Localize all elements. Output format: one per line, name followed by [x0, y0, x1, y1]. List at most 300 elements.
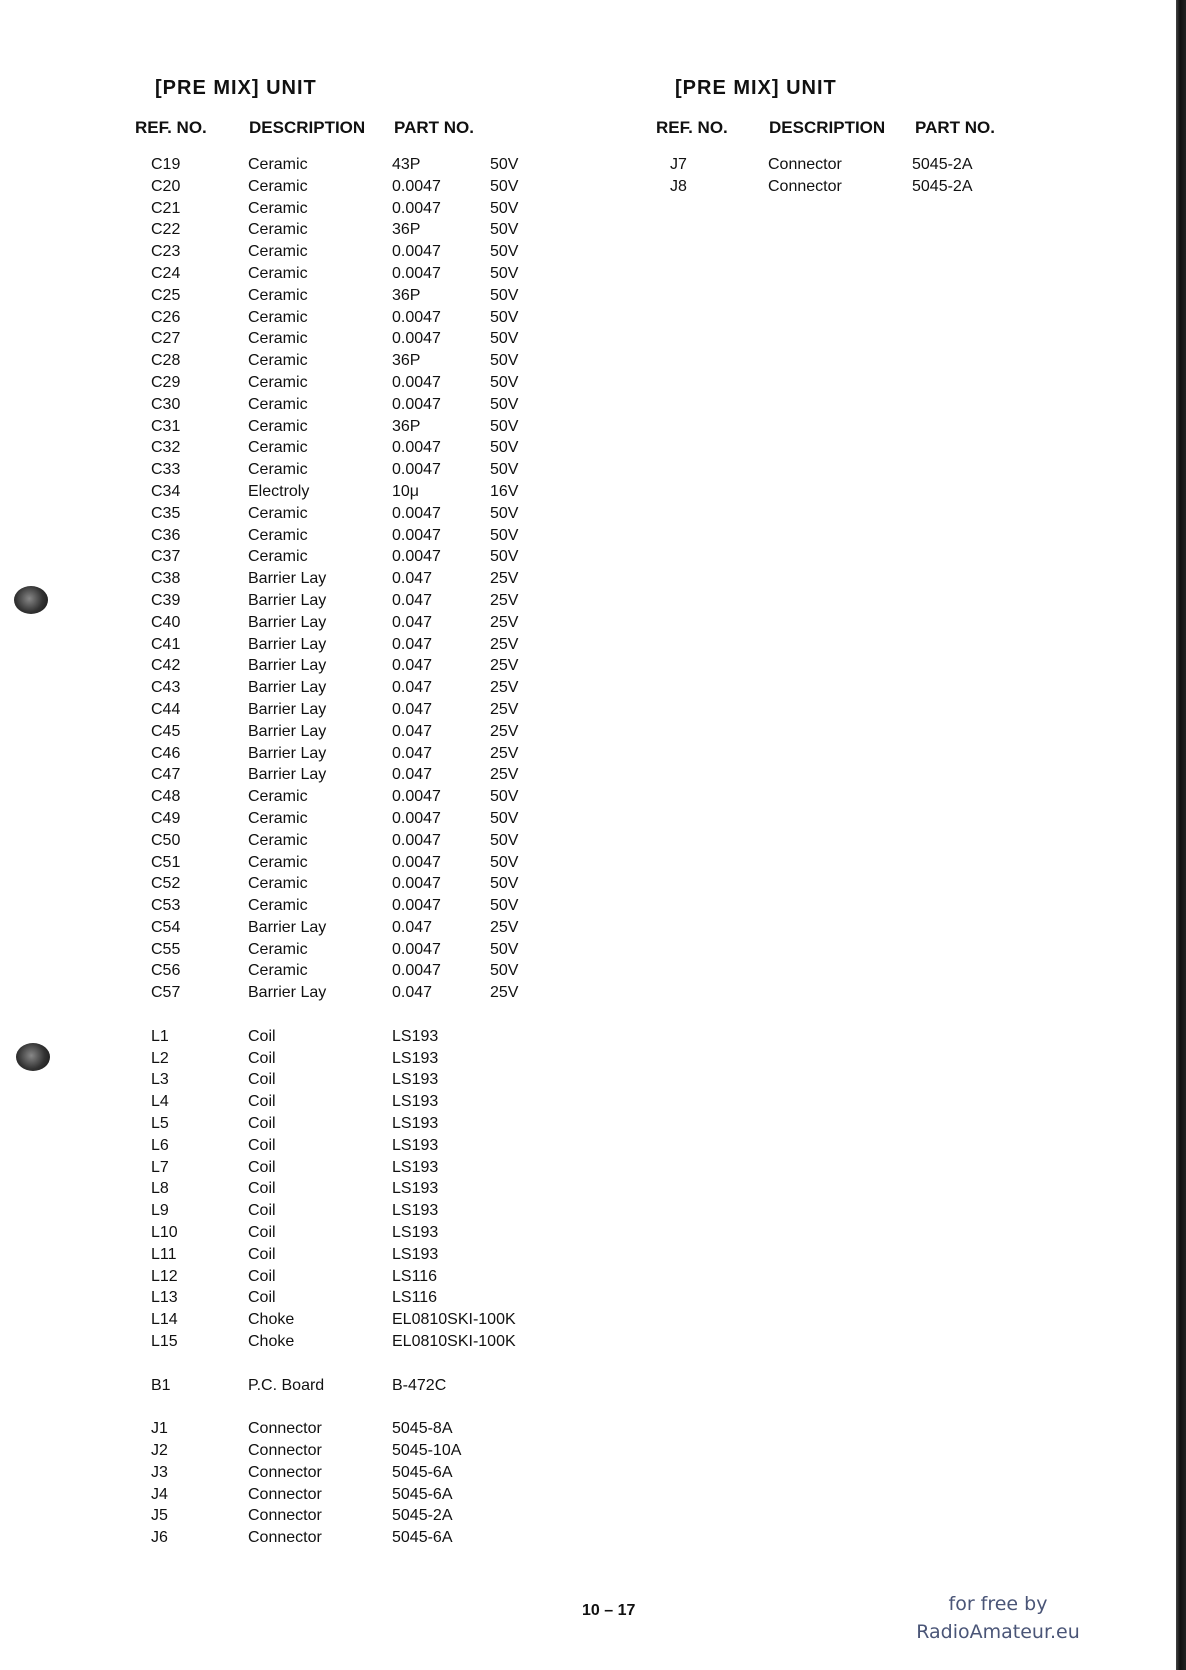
description-cell: Coil — [248, 1180, 276, 1198]
table-row — [0, 614, 600, 636]
part-number-cell: 36P — [392, 221, 421, 239]
ref-cell: C44 — [151, 700, 181, 718]
part-number-cell: 5045-2A — [392, 1507, 453, 1525]
table-row — [0, 548, 600, 570]
description-cell: Connector — [768, 156, 842, 173]
description-cell: Ceramic — [248, 395, 308, 413]
ref-cell: C19 — [151, 156, 181, 173]
description-cell: Barrier Lay — [248, 744, 327, 762]
part-number-cell: 5045-2A — [912, 156, 973, 173]
part-number-cell: LS193 — [392, 1245, 439, 1263]
rating-cell: 25V — [490, 635, 519, 653]
rating-cell: 50V — [490, 417, 519, 435]
part-number-cell: LS193 — [392, 1071, 439, 1089]
table-row — [0, 156, 600, 178]
rating-cell: 25V — [490, 679, 519, 697]
part-number-cell: LS193 — [392, 1180, 439, 1198]
table-row — [0, 287, 600, 309]
description-cell: Coil — [248, 1136, 276, 1154]
part-number-cell: 0.0047 — [392, 199, 441, 217]
rating-cell: 50V — [490, 199, 519, 217]
description-cell: Ceramic — [248, 526, 308, 544]
part-number-cell: 0.0047 — [392, 395, 441, 413]
rating-cell: 16V — [490, 482, 519, 500]
ref-cell: C40 — [151, 613, 181, 631]
part-number-cell: 0.0047 — [392, 940, 441, 958]
ref-cell: J1 — [151, 1420, 168, 1438]
part-number-cell: 0.047 — [392, 984, 433, 1002]
table-row — [0, 570, 600, 592]
rating-cell: 50V — [490, 243, 519, 261]
table-row — [0, 1311, 600, 1333]
ref-cell: C35 — [151, 504, 181, 522]
table-row — [0, 1050, 600, 1072]
part-number-cell: 0.047 — [392, 657, 433, 675]
table-row — [0, 330, 600, 352]
ref-cell: C56 — [151, 962, 181, 980]
ref-cell: J8 — [670, 177, 687, 195]
table-row — [0, 265, 600, 287]
table-row — [0, 1202, 600, 1224]
ref-cell: L14 — [151, 1311, 178, 1329]
credit-line-1: for free by — [948, 1593, 1048, 1615]
description-cell: Coil — [248, 1202, 276, 1220]
part-number-cell: 0.0047 — [392, 243, 441, 261]
part-number-cell: 5045-6A — [392, 1485, 453, 1503]
description-cell: Barrier Lay — [248, 984, 327, 1002]
part-number-cell: 0.0047 — [392, 853, 441, 871]
ref-cell: C31 — [151, 417, 181, 435]
table-row — [0, 1507, 600, 1529]
table-row — [0, 1246, 600, 1268]
description-cell: Barrier Lay — [248, 679, 327, 697]
table-row — [0, 897, 600, 919]
part-number-cell: 0.047 — [392, 613, 433, 631]
rating-cell: 50V — [490, 461, 519, 479]
ref-cell: C39 — [151, 591, 181, 609]
part-number-cell: LS193 — [392, 1027, 439, 1045]
left-header-description: DESCRIPTION — [249, 118, 366, 137]
ref-cell: C57 — [151, 984, 181, 1002]
table-row — [0, 657, 600, 679]
description-cell: Ceramic — [248, 330, 308, 348]
ref-cell: L3 — [151, 1071, 169, 1089]
table-row — [0, 832, 600, 854]
description-cell: Barrier Lay — [248, 613, 327, 631]
rating-cell: 50V — [490, 548, 519, 566]
description-cell: Choke — [248, 1311, 295, 1329]
right-parts-list — [520, 156, 1080, 200]
table-row — [0, 592, 600, 614]
part-number-cell: 0.0047 — [392, 831, 441, 849]
ref-cell: C30 — [151, 395, 181, 413]
rating-cell: 25V — [490, 657, 519, 675]
rating-cell: 25V — [490, 722, 519, 740]
rating-cell: 50V — [490, 156, 519, 173]
ref-cell: L10 — [151, 1224, 178, 1242]
part-number-cell: LS116 — [392, 1289, 438, 1307]
ref-cell: C28 — [151, 352, 181, 370]
rating-cell: 50V — [490, 831, 519, 849]
part-number-cell: 5045-2A — [912, 177, 973, 195]
rating-cell: 50V — [490, 809, 519, 827]
description-cell: Ceramic — [248, 156, 308, 173]
table-row — [0, 200, 600, 222]
part-number-cell: 0.0047 — [392, 809, 441, 827]
ref-cell: C36 — [151, 526, 181, 544]
description-cell: Coil — [248, 1267, 276, 1285]
rating-cell: 25V — [490, 570, 519, 588]
table-row — [0, 527, 600, 549]
description-cell: Ceramic — [248, 264, 308, 282]
ref-cell: L1 — [151, 1027, 169, 1045]
description-cell: Ceramic — [248, 373, 308, 391]
description-cell: Ceramic — [248, 243, 308, 261]
ref-cell: L2 — [151, 1049, 169, 1067]
description-cell: Ceramic — [248, 417, 308, 435]
ref-cell: L13 — [151, 1289, 178, 1307]
part-number-cell: 0.0047 — [392, 504, 441, 522]
table-row — [0, 1464, 600, 1486]
ref-cell: C32 — [151, 439, 181, 457]
ref-cell: L11 — [151, 1245, 177, 1263]
description-cell: Barrier Lay — [248, 570, 327, 588]
description-cell: Connector — [248, 1420, 322, 1438]
table-row — [0, 352, 600, 374]
ref-cell: C38 — [151, 570, 181, 588]
description-cell: Barrier Lay — [248, 766, 327, 784]
part-number-cell: LS193 — [392, 1224, 439, 1242]
description-cell: Barrier Lay — [248, 918, 327, 936]
ref-cell: J5 — [151, 1507, 168, 1525]
ref-cell: C50 — [151, 831, 181, 849]
table-row — [0, 919, 600, 941]
table-row — [0, 461, 600, 483]
description-cell: Ceramic — [248, 461, 308, 479]
part-number-cell: 0.0047 — [392, 330, 441, 348]
part-number-cell: 0.0047 — [392, 461, 441, 479]
ref-cell: C22 — [151, 221, 181, 239]
right-unit-title: [PRE MIX] UNIT — [675, 77, 837, 99]
part-number-cell: EL0810SKI-100K — [392, 1311, 516, 1329]
description-cell: Ceramic — [248, 548, 308, 566]
part-number-cell: 43P — [392, 156, 421, 173]
description-cell: Connector — [248, 1442, 322, 1460]
ref-cell: L4 — [151, 1093, 169, 1111]
rating-cell: 50V — [490, 526, 519, 544]
ref-cell: C42 — [151, 657, 181, 675]
table-row — [0, 810, 600, 832]
rating-cell: 50V — [490, 352, 519, 370]
description-cell: Ceramic — [248, 875, 308, 893]
ref-cell: C54 — [151, 918, 181, 936]
rating-cell: 25V — [490, 766, 519, 784]
part-number-cell: 0.047 — [392, 635, 433, 653]
ref-cell: J3 — [151, 1463, 168, 1481]
table-row — [0, 221, 600, 243]
table-row — [0, 766, 600, 788]
ref-cell: L15 — [151, 1333, 178, 1351]
description-cell: Ceramic — [248, 831, 308, 849]
rating-cell: 50V — [490, 439, 519, 457]
table-row — [0, 1289, 600, 1311]
part-number-cell: LS116 — [392, 1267, 438, 1285]
group-gap — [0, 1355, 600, 1377]
rating-cell: 50V — [490, 330, 519, 348]
part-number-cell: 0.0047 — [392, 264, 441, 282]
credit-watermark — [888, 1590, 1108, 1646]
rating-cell: 50V — [490, 264, 519, 282]
table-row — [0, 309, 600, 331]
description-cell: Barrier Lay — [248, 657, 327, 675]
ref-cell: B1 — [151, 1376, 171, 1394]
table-row — [0, 1180, 600, 1202]
table-row — [0, 505, 600, 527]
ref-cell: C43 — [151, 679, 181, 697]
group-gap — [0, 1398, 600, 1420]
ref-cell: C49 — [151, 809, 181, 827]
table-row — [0, 1377, 600, 1399]
ref-cell: J7 — [670, 156, 687, 173]
description-cell: Coil — [248, 1071, 276, 1089]
table-row — [0, 1093, 600, 1115]
table-row — [0, 243, 600, 265]
group-gap — [0, 1006, 600, 1028]
part-number-cell: 0.047 — [392, 766, 433, 784]
description-cell: Coil — [248, 1289, 276, 1307]
left-unit-title: [PRE MIX] UNIT — [155, 77, 317, 99]
ref-cell: C29 — [151, 373, 181, 391]
part-number-cell: 0.0047 — [392, 373, 441, 391]
part-number-cell: LS193 — [392, 1093, 439, 1111]
rating-cell: 50V — [490, 788, 519, 806]
description-cell: Ceramic — [248, 199, 308, 217]
ref-cell: L5 — [151, 1115, 169, 1133]
part-number-cell: LS193 — [392, 1202, 439, 1220]
rating-cell: 50V — [490, 221, 519, 239]
table-row — [0, 1333, 600, 1355]
table-row — [0, 396, 600, 418]
part-number-cell: 36P — [392, 286, 421, 304]
rating-cell: 50V — [490, 875, 519, 893]
description-cell: Connector — [248, 1485, 322, 1503]
ref-cell: L12 — [151, 1267, 178, 1285]
part-number-cell: LS193 — [392, 1158, 439, 1176]
table-row — [0, 439, 600, 461]
table-row — [0, 962, 600, 984]
part-number-cell: 0.047 — [392, 918, 433, 936]
description-cell: Barrier Lay — [248, 700, 327, 718]
description-cell: Coil — [248, 1158, 276, 1176]
ref-cell: L6 — [151, 1136, 169, 1154]
ref-cell: J4 — [151, 1485, 168, 1503]
rating-cell: 25V — [490, 591, 519, 609]
table-row — [0, 788, 600, 810]
ref-cell: C55 — [151, 940, 181, 958]
rating-cell: 50V — [490, 308, 519, 326]
rating-cell: 50V — [490, 962, 519, 980]
description-cell: Choke — [248, 1333, 295, 1351]
table-row — [0, 984, 600, 1006]
description-cell: Coil — [248, 1224, 276, 1242]
table-row — [0, 723, 600, 745]
description-cell: Coil — [248, 1027, 276, 1045]
table-row — [520, 178, 1080, 200]
table-row — [0, 1442, 600, 1464]
description-cell: Ceramic — [248, 286, 308, 304]
table-row — [0, 483, 600, 505]
description-cell: Barrier Lay — [248, 635, 327, 653]
description-cell: Connector — [248, 1529, 322, 1547]
part-number-cell: LS193 — [392, 1136, 439, 1154]
ref-cell: C48 — [151, 788, 181, 806]
table-row — [0, 178, 600, 200]
part-number-cell: 0.0047 — [392, 177, 441, 195]
description-cell: Coil — [248, 1245, 276, 1263]
credit-line-2: RadioAmateur.eu — [916, 1621, 1080, 1643]
table-row — [0, 1137, 600, 1159]
description-cell: Ceramic — [248, 308, 308, 326]
ref-cell: C34 — [151, 482, 181, 500]
part-number-cell: 36P — [392, 352, 421, 370]
part-number-cell: 5045-8A — [392, 1420, 453, 1438]
description-cell: Ceramic — [248, 221, 308, 239]
table-row — [0, 875, 600, 897]
rating-cell: 50V — [490, 177, 519, 195]
part-number-cell: 0.0047 — [392, 439, 441, 457]
part-number-cell: 10μ — [392, 482, 420, 500]
description-cell: Ceramic — [248, 897, 308, 915]
part-number-cell: LS193 — [392, 1115, 439, 1133]
rating-cell: 25V — [490, 918, 519, 936]
description-cell: Ceramic — [248, 962, 308, 980]
part-number-cell: B-472C — [392, 1376, 447, 1394]
ref-cell: L8 — [151, 1180, 169, 1198]
description-cell: Ceramic — [248, 439, 308, 457]
part-number-cell: 0.0047 — [392, 526, 441, 544]
rating-cell: 25V — [490, 613, 519, 631]
part-number-cell: 0.0047 — [392, 788, 441, 806]
ref-cell: C45 — [151, 722, 181, 740]
ref-cell: C20 — [151, 177, 181, 195]
table-row — [0, 418, 600, 440]
ref-cell: L7 — [151, 1158, 169, 1176]
rating-cell: 25V — [490, 744, 519, 762]
table-row — [0, 1071, 600, 1093]
rating-cell: 25V — [490, 984, 519, 1002]
table-row — [0, 636, 600, 658]
ref-cell: C21 — [151, 199, 181, 217]
rating-cell: 50V — [490, 897, 519, 915]
description-cell: Coil — [248, 1115, 276, 1133]
description-cell: Ceramic — [248, 853, 308, 871]
table-row — [520, 156, 1080, 178]
left-header-ref: REF. NO. — [135, 118, 207, 137]
table-row — [0, 1115, 600, 1137]
ref-cell: C41 — [151, 635, 181, 653]
ref-cell: C23 — [151, 243, 181, 261]
page-number: 10 – 17 — [582, 1602, 636, 1619]
description-cell: Connector — [768, 177, 842, 195]
ref-cell: C46 — [151, 744, 181, 762]
description-cell: Ceramic — [248, 940, 308, 958]
description-cell: Ceramic — [248, 352, 308, 370]
table-row — [0, 1529, 600, 1551]
part-number-cell: 5045-6A — [392, 1529, 453, 1547]
ref-cell: C26 — [151, 308, 181, 326]
ref-cell: C25 — [151, 286, 181, 304]
description-cell: P.C. Board — [248, 1376, 325, 1394]
part-number-cell: 5045-6A — [392, 1463, 453, 1481]
description-cell: Electroly — [248, 482, 310, 500]
part-number-cell: 0.047 — [392, 700, 433, 718]
right-header-description: DESCRIPTION — [769, 118, 886, 137]
part-number-cell: 0.047 — [392, 570, 433, 588]
description-cell: Barrier Lay — [248, 722, 327, 740]
part-number-cell: 0.047 — [392, 722, 433, 740]
part-number-cell: 0.0047 — [392, 897, 441, 915]
description-cell: Ceramic — [248, 177, 308, 195]
table-row — [0, 1486, 600, 1508]
ref-cell: C27 — [151, 330, 181, 348]
description-cell: Connector — [248, 1507, 322, 1525]
rating-cell: 50V — [490, 395, 519, 413]
description-cell: Barrier Lay — [248, 591, 327, 609]
left-parts-list — [0, 156, 600, 1551]
description-cell: Coil — [248, 1049, 276, 1067]
scan-edge — [1176, 0, 1186, 1670]
ref-cell: C47 — [151, 766, 181, 784]
table-row — [0, 1224, 600, 1246]
table-row — [0, 679, 600, 701]
description-cell: Coil — [248, 1093, 276, 1111]
part-number-cell: 0.047 — [392, 679, 433, 697]
rating-cell: 50V — [490, 940, 519, 958]
part-number-cell: 36P — [392, 417, 421, 435]
table-row — [0, 854, 600, 876]
rating-cell: 50V — [490, 504, 519, 522]
part-number-cell: 0.0047 — [392, 548, 441, 566]
ref-cell: C33 — [151, 461, 181, 479]
table-row — [0, 701, 600, 723]
part-number-cell: 0.047 — [392, 591, 433, 609]
part-number-cell: EL0810SKI-100K — [392, 1333, 516, 1351]
part-number-cell: 0.0047 — [392, 875, 441, 893]
ref-cell: C24 — [151, 264, 181, 282]
ref-cell: C52 — [151, 875, 181, 893]
ref-cell: C37 — [151, 548, 181, 566]
table-row — [0, 1159, 600, 1181]
part-number-cell: 5045-10A — [392, 1442, 462, 1460]
table-row — [0, 374, 600, 396]
part-number-cell: 0.0047 — [392, 962, 441, 980]
table-row — [0, 1268, 600, 1290]
left-header-part: PART NO. — [394, 118, 474, 137]
table-row — [0, 1420, 600, 1442]
table-row — [0, 941, 600, 963]
rating-cell: 50V — [490, 373, 519, 391]
table-row — [0, 745, 600, 767]
description-cell: Connector — [248, 1463, 322, 1481]
description-cell: Ceramic — [248, 809, 308, 827]
part-number-cell: LS193 — [392, 1049, 439, 1067]
ref-cell: C53 — [151, 897, 181, 915]
rating-cell: 25V — [490, 700, 519, 718]
rating-cell: 50V — [490, 853, 519, 871]
right-header-ref: REF. NO. — [656, 118, 728, 137]
ref-cell: C51 — [151, 853, 181, 871]
right-header-part: PART NO. — [915, 118, 995, 137]
